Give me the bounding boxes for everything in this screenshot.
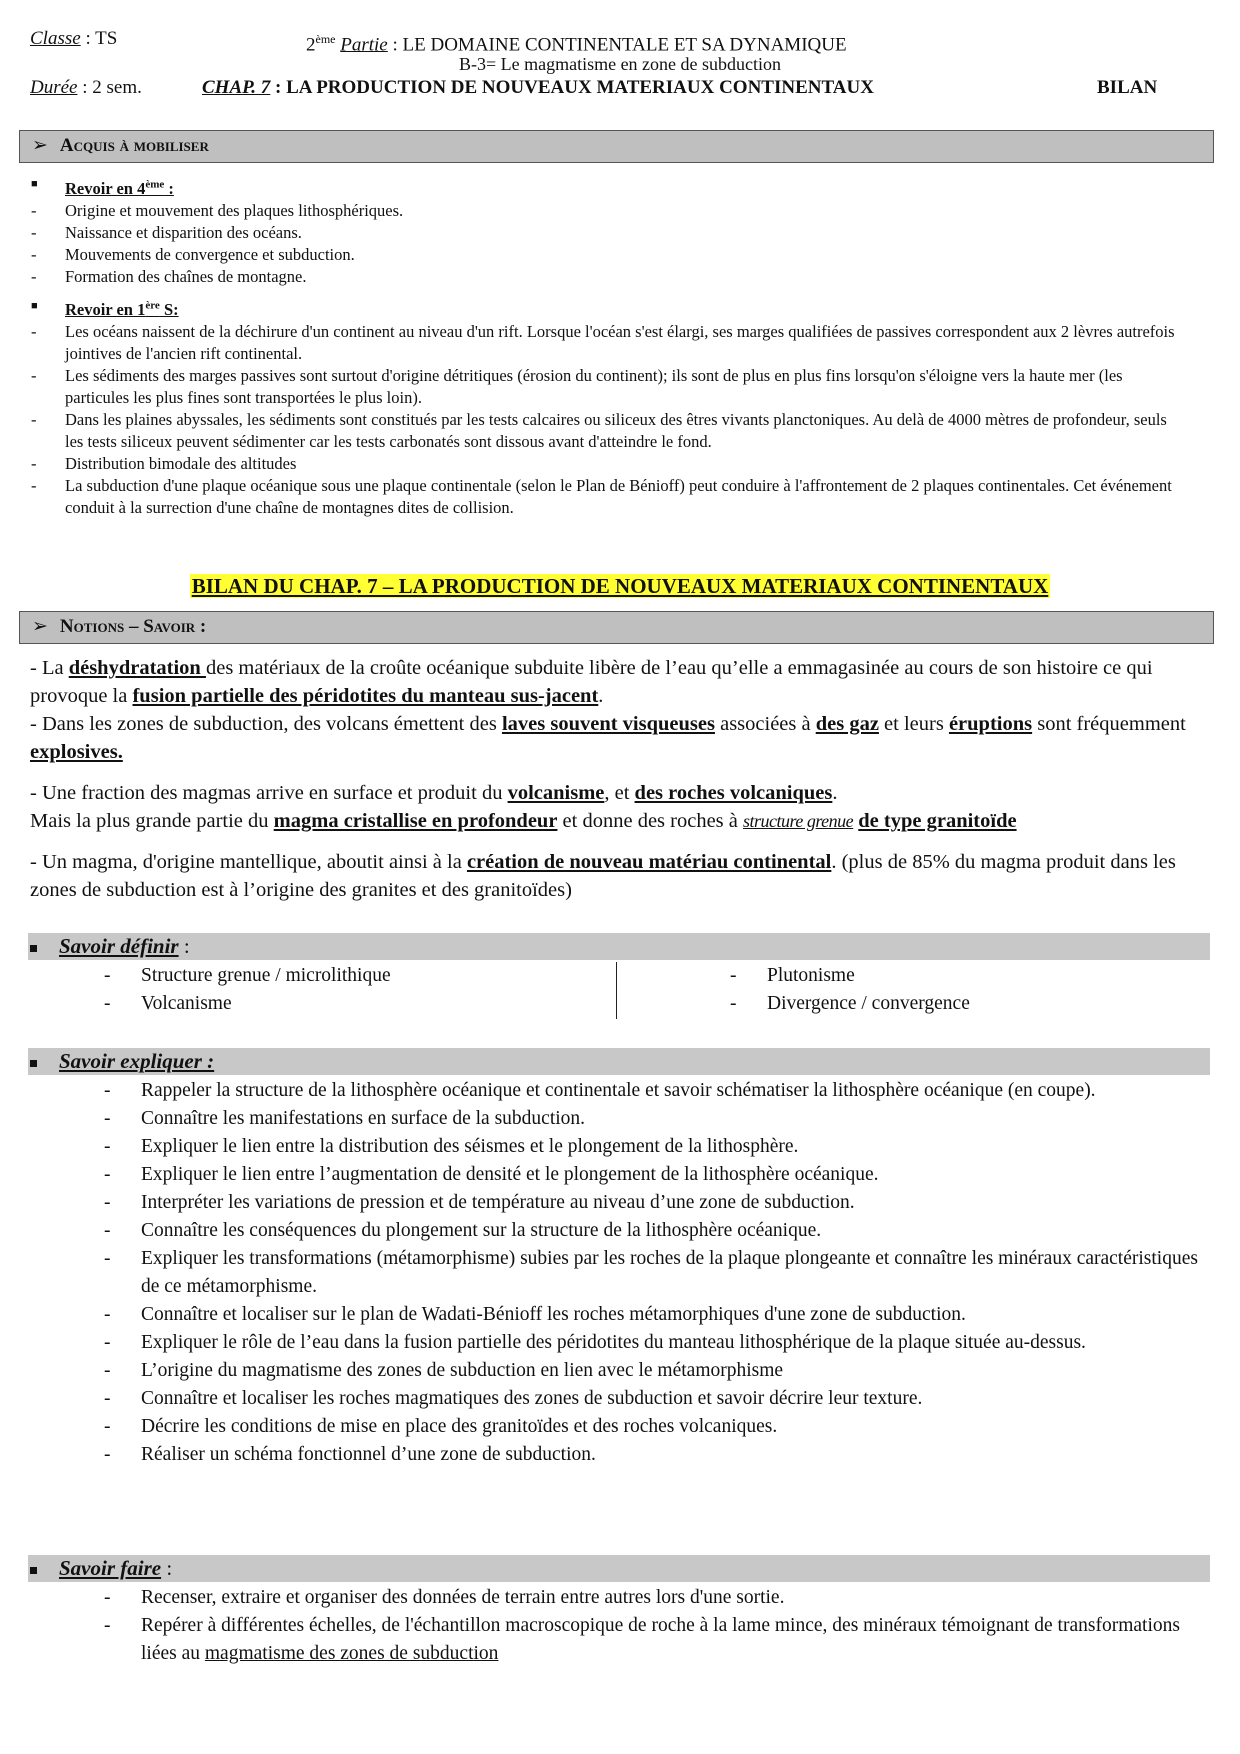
definir-left-col [104,962,604,1018]
group2-heading [28,295,1188,322]
column-divider [616,962,617,1019]
definir-title-line: Savoir définir : [30,933,190,960]
list-item: - Interpréter les variations de pression et de température au niveau d’une zone de subduction. [104,1192,855,1213]
notions-paragraph-3: - Un magma, d'origine mantellique, aboutit ainsi à la création de nouveau matériau continental. (plus de 85% du magma produit dans les zones de subduction est à l’origine des granites et des granitoïdes) [30,851,1176,901]
list-item: - Réaliser un schéma fonctionnel d’une zone de subduction. [104,1444,596,1465]
duree-label: Durée [30,77,78,98]
duree-line [30,77,142,99]
list-item: - Divergence / convergence [730,993,970,1014]
list-item: - Expliquer le rôle de l’eau dans la fusion partielle des péridotites du manteau lithosphérique de la plaque située au-dessus. [104,1332,1086,1353]
list-item: - Expliquer le lien entre l’augmentation de densité et le plongement de la lithosphère océanique. [104,1164,879,1185]
acquis-title-line [32,134,209,157]
list-item: - Expliquer les transformations (métamorphisme) subies par les roches de la plaque plongeante et connaître les minéraux caractéristiques de ce métamorphisme. [104,1248,1198,1297]
list-item: - Les océans naissent de la déchirure d'un continent au niveau d'un rift. Lorsque l'océan s'est élargi, ses marges qualifiées de passives correspondent aux 2 lèvres autrefois jointives de l'ancien rift continental. [31,322,1175,363]
partie-num: 2 [306,34,316,56]
list-item: - Expliquer le lien entre la distribution des séismes et le plongement de la lithosphère. [104,1136,799,1157]
list-item: - Connaître les manifestations en surface de la subduction. [104,1108,586,1129]
bilan-label: BILAN [1097,77,1158,98]
partie-sup: ème [315,32,336,46]
notions-title: Notions – Savoir : [59,616,207,637]
bilan-title: BILAN DU CHAP. 7 – LA PRODUCTION DE NOUVEAUX MATERIAUX CONTINENTAUX [191,574,1049,598]
list-item: - Formation des chaînes de montagne. [31,266,307,286]
list-item: - Distribution bimodale des altitudes [31,454,297,473]
group1-title: Revoir en 4ème : [65,178,174,198]
list-item: - Origine et mouvement des plaques lithosphériques. [31,200,404,220]
classe-value: : TS [80,28,118,49]
list-item: - Rappeler la structure de la lithosphère océanique et continentale et savoir schématiser la lithosphère océanique (en coupe). [104,1080,1096,1101]
list-item: - Dans les plaines abyssales, les sédiments sont constitués par les tests calcaires ou siliceux des êtres vivants planctoniques. Au delà de 4000 mètres de profondeur, seuls les tests siliceux peuvent sédimenter car les tests carbonatés sont dissous avant d'atteindre le fond. [31,410,1167,451]
chap-title: : LA PRODUCTION DE NOUVEAUX MATERIAUX CONTINENTAUX [270,77,874,98]
bilan-title-wrap [0,574,1240,599]
list-item: - Connaître les conséquences du plongement sur la structure de la lithosphère océanique. [104,1220,822,1241]
expliquer-list [104,1077,1202,1469]
acquis-content [28,173,1188,519]
list-item: - Plutonisme [730,965,855,986]
list-item: - Connaître et localiser sur le plan de Wadati-Bénioff les roches métamorphiques d'une zone de subduction. [104,1304,966,1325]
list-item: - Recenser, extraire et organiser des données de terrain entre autres lors d'une sortie. [104,1587,785,1608]
notions-paragraph-1: - La déshydratation des matériaux de la croûte océanique subduite libère de l’eau qu’elle a emmagasinée au cours de son histoire ce qui provoque la fusion partielle des péridotites du manteau sus-jacent. - Dans les zones de subduction, des volcans émettent des laves souvent visqueuses associées à des gaz et leurs éruptions sont fréquemment explosives. [30,657,1186,763]
list-item: - La subduction d'une plaque océanique sous une plaque continentale (selon le Plan de Bénioff) peut conduire à l'affrontement de 2 plaques continentales. Cet événement conduit à la surrection d'une chaîne de montagnes dites de collision. [31,476,1172,517]
faire-title-line: Savoir faire : [30,1555,172,1582]
faire-title: Savoir faire [59,1556,162,1580]
list-item: - L’origine du magmatisme des zones de subduction en lien avec le métamorphisme [104,1360,784,1381]
list-item: - Structure grenue / microlithique [104,965,391,986]
square-bullet-icon [30,1567,37,1574]
list-item: - Naissance et disparition des océans. [31,222,302,242]
square-bullet-icon [30,1060,37,1067]
chap-label: CHAP. 7 [202,77,271,98]
classe-line [30,28,117,50]
notions-title-line [32,615,206,638]
list-item: - Volcanisme [104,993,232,1014]
notions-paragraph-2: - Une fraction des magmas arrive en surface et produit du volcanisme, et des roches volcaniques. Mais la plus grande partie du magma cristallise en profondeur et donne des roches à structure grenue de type granitoïde [30,782,1017,832]
definir-title: Savoir définir [59,934,179,958]
square-bullet-icon: ■ [31,299,38,312]
arrow-icon: ➢ [32,135,48,156]
list-item: - Connaître et localiser les roches magmatiques des zones de subduction et savoir décrire leur texture. [104,1388,923,1409]
subtitle: B-3= Le magmatisme en zone de subduction [458,54,782,74]
group2-title: Revoir en 1ère S: [65,299,179,319]
square-bullet-icon [30,945,37,952]
arrow-icon: ➢ [32,616,48,637]
definir-right-col [730,962,1200,1018]
list-item: - Les sédiments des marges passives sont surtout d'origine détritiques (érosion du continent); ils sont de plus en plus fins lorsqu'on s'éloigne vers la haute mer (les particules les plus fines sont transportées le plus loin). [31,366,1123,407]
group1-heading [28,173,1188,200]
partie-value: : LE DOMAINE CONTINENTALE ET SA DYNAMIQUE [387,34,847,56]
notions-content [30,654,1210,904]
list-item: - Mouvements de convergence et subduction. [31,244,355,264]
expliquer-title-line [30,1048,214,1075]
expliquer-title: Savoir expliquer : [59,1049,215,1073]
faire-list [104,1584,1202,1668]
partie-label: Partie [340,34,388,56]
faire-bar [28,1555,1210,1582]
list-item: - Repérer à différentes échelles, de l'échantillon macroscopique de roche à la lame mince, des minéraux témoignant de transformations liées au magmatisme des zones de subduction [104,1615,1180,1664]
duree-value: : 2 sem. [77,77,142,98]
chap-line [202,77,874,99]
square-bullet-icon: ■ [31,178,38,190]
list-item: - Décrire les conditions de mise en place des granitoïdes et des roches volcaniques. [104,1416,778,1437]
acquis-title: Acquis à mobiliser [59,135,209,156]
definir-bar [28,933,1210,960]
classe-label: Classe [30,28,81,49]
